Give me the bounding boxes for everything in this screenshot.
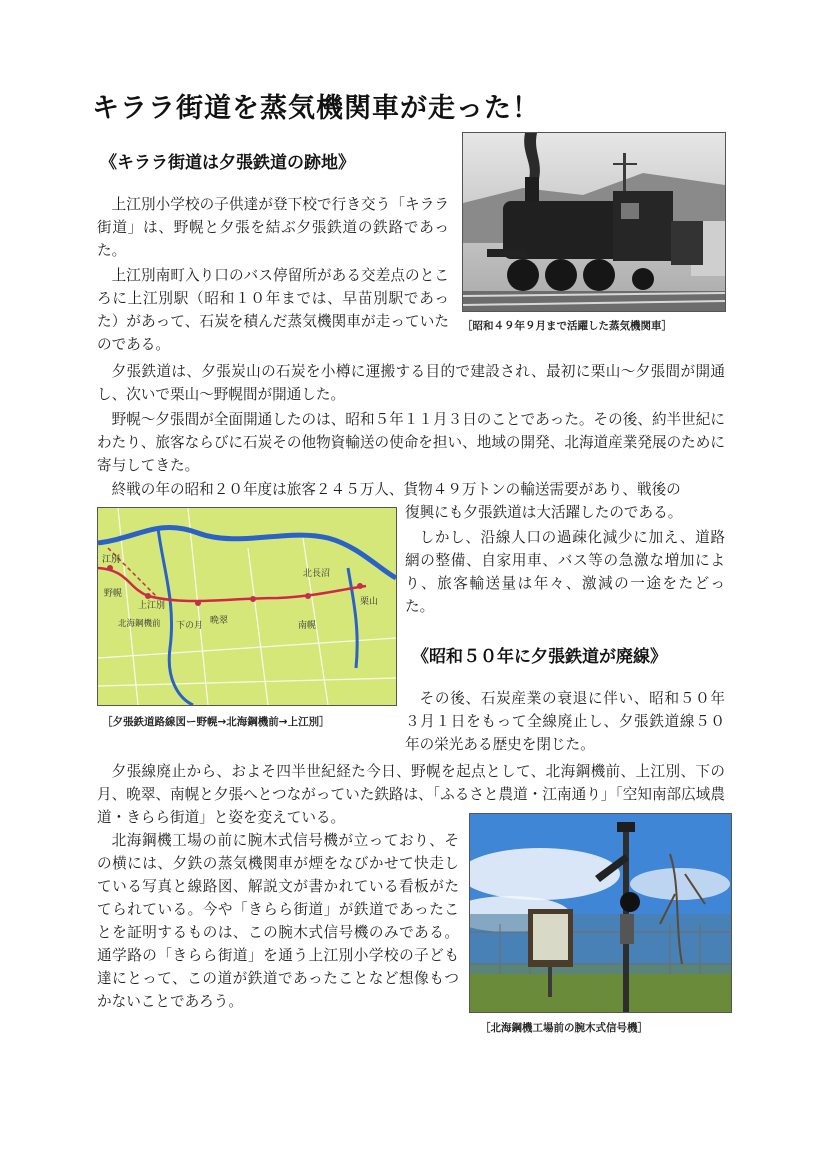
section2-paragraph-2: 夕張線廃止から、およそ四半世紀経た今日、野幌を起点として、北海鋼機前、上江別、下の月、晩翠、南幌と夕張へとつながっていた鉄路は、「ふるさと農道・江南通り」「空知南部広域農道・きらら街道」と姿を変えている。 — [97, 763, 725, 826]
railway-map — [97, 507, 397, 706]
section1-paragraph-2: 上江別南町入り口のバス停留所がある交差点のところに上江別駅（昭和１０年までは、早苗別駅であった）があって、石炭を積んだ蒸気機関車が走っていたのである。 — [97, 267, 449, 353]
section1-heading: 《キララ街道は夕張鉄道の跡地》 — [100, 153, 355, 173]
section1-paragraph-3: 夕張鉄道は、夕張炭山の石炭を小樽に運搬する目的で建設され、最初に栗山〜夕張間が開通し、次いで栗山〜野幌間が開通した。 — [97, 363, 725, 403]
section1-paragraph-4: 野幌〜夕張間が全面開通したのは、昭和５年１１月３日のことであった。その後、約半世紀にわたり、旅客ならびに石炭その他物資輸送の使命を担い、地域の開発、北海道産業発展のために寄与してきた。 — [97, 411, 725, 474]
signal-caption: ［北海鋼機工場前の腕木式信号機］ — [480, 1022, 648, 1034]
locomotive-caption: ［昭和４９年９月まで活躍した蒸気機関車］ — [462, 320, 672, 332]
section2-paragraph-1: その後、石炭産業の衰退に伴い、昭和５０年３月１日をもって全線廃止し、夕張鉄道線５０年の栄光ある歴史を閉じた。 — [405, 690, 725, 753]
map-label-kuriyama: 栗山 — [360, 597, 379, 607]
section1-paragraph-6: しかし、沿線人口の過疎化減少に加え、道路網の整備、自家用車、バス等の急激な増加により、旅客輸送量は年々、激減の一途をたどった。 — [405, 529, 725, 615]
locomotive-photo — [462, 132, 726, 312]
section1-paragraph-5b: 復興にも夕張鉄道は大活躍したのである。 — [405, 504, 683, 521]
map-label-banzui: 晩翠 — [210, 616, 229, 626]
map-label-ebetsu: 江別 — [102, 555, 121, 565]
signal-photo — [469, 813, 732, 1013]
section2-paragraph-3: 北海鋼機工場の前に腕木式信号機が立っており、その横には、夕鉄の蒸気機関車が煙をなびかせて快走している写真と線路図、解説文が書かれている看板がたてられている。今や「きらら街道」が鉄道であったことを証明するものは、この腕木式信号機のみである。通学路の「きらら街道」を通う上江別小学校の子ども達にとって、この道が鉄道であったことなど想像もつかないことであろう。 — [97, 832, 459, 1010]
section1-paragraph-1: 上江別小学校の子供達が登下校で行き交う「キララ街道」は、野幌と夕張を結ぶ夕張鉄道の鉄路であった。 — [97, 196, 449, 259]
map-caption: ［夕張鉄道路線図ー野幌→北海鋼機前→上江別］ — [102, 716, 330, 728]
map-label-nanporo: 南幌 — [298, 621, 317, 631]
section1-paragraph-5a: 終戦の年の昭和２０年度は旅客２４５万人、貨物４９万トンの輸送需要があり、戦後の — [111, 481, 681, 498]
map-label-kamiebetsu: 上江別 — [138, 601, 166, 611]
map-label-hokkai-kouki: 北海鋼機前 — [118, 619, 161, 629]
map-label-kitanagano: 北長沼 — [303, 569, 331, 579]
section2-heading: 《昭和５０年に夕張鉄道が廃線》 — [412, 647, 667, 667]
map-label-shimonotsuki: 下の月 — [176, 621, 204, 631]
map-label-nopporo: 野幌 — [104, 589, 123, 599]
page-title: キララ街道を蒸気機関車が走った！ — [92, 93, 540, 124]
